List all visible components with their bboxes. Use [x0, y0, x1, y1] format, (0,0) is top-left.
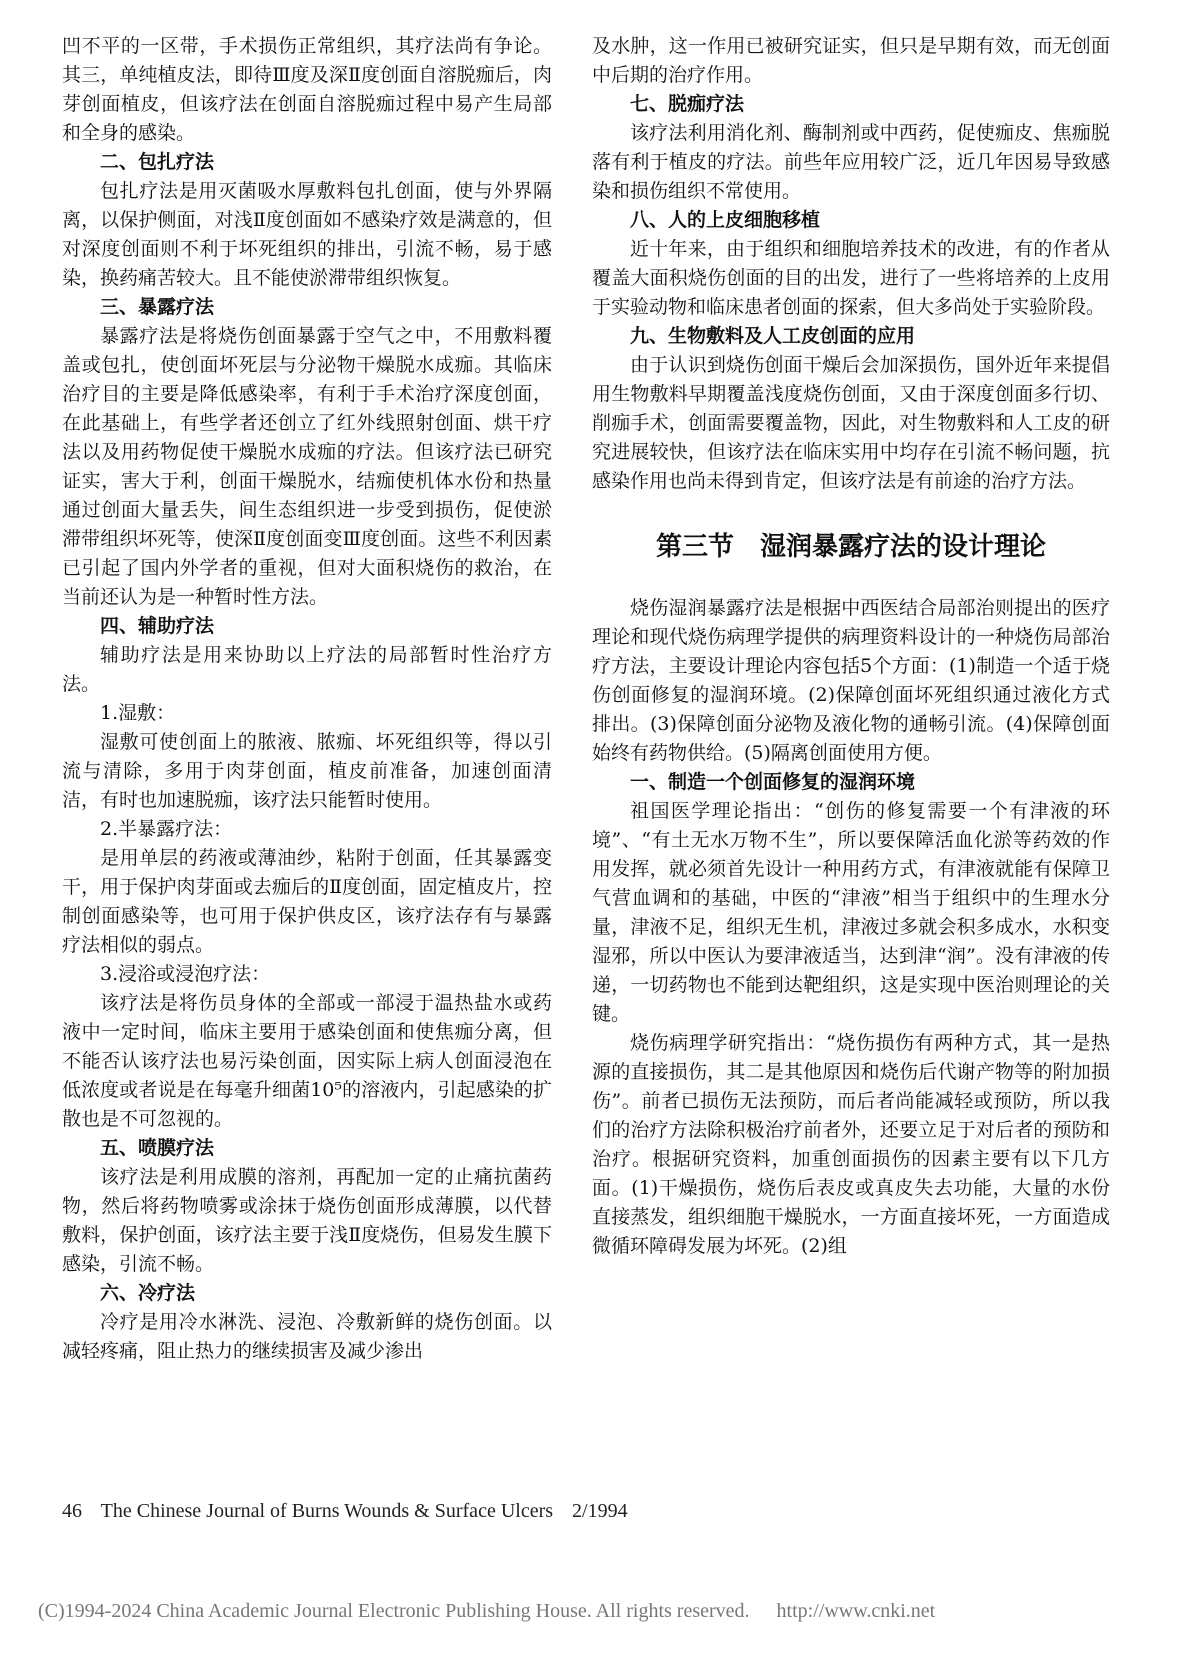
subsection-heading: 九、生物敷料及人工皮创面的应用	[630, 325, 916, 347]
paragraph: 包扎疗法是用灭菌吸水厚敷料包扎创面，使与外界隔离，以保护侧面，对浅Ⅱ度创面如不感染疗效是满意的，但对深度创面则不利于坏死组织的排出，引流不畅，易于感染，换药痛苦较大。且不能使淤滞带组织恢复。	[62, 180, 552, 289]
paragraph: 烧伤湿润暴露疗法是根据中西医结合局部治则提出的医疗理论和现代烧伤病理学提供的病理资料设计的一种烧伤局部治疗方法，主要设计理论内容包括5个方面：(1)制造一个适于烧伤创面修复的湿润环境。(2)保障创面坏死组织通过液化方式排出。(3)保障创面分泌物及液化物的通畅引流。(4)保障创面始终有药物供给。(5)隔离创面使用方便。	[592, 597, 1110, 764]
subsection-heading: 二、包扎疗法	[100, 151, 215, 173]
copyright-notice	[38, 1600, 935, 1623]
paragraph: 该疗法利用消化剂、酶制剂或中西药，促使痂皮、焦痂脱落有利于植皮的疗法。前些年应用较广泛，近几年因易导致感染和损伤组织不常使用。	[592, 122, 1110, 202]
section-title: 湿润暴露疗法的设计理论	[760, 532, 1047, 562]
section-number: 第三节	[655, 532, 734, 562]
subsection-heading: 一、制造一个创面修复的湿润环境	[630, 771, 916, 793]
paragraph: 及水肿，这一作用已被研究证实，但只是早期有效，而无创面中后期的治疗作用。	[592, 35, 1110, 86]
paragraph: 是用单层的药液或薄油纱，粘附于创面，任其暴露变干，用于保护肉芽面或去痂后的Ⅱ度创面，固定植皮片，控制创面感染等，也可用于保护供皮区，该疗法存有与暴露疗法相似的弱点。	[62, 847, 552, 956]
sub-item-heading: 2.半暴露疗法：	[100, 818, 233, 840]
subsection-heading: 四、辅助疗法	[100, 615, 215, 637]
right-column	[592, 32, 1110, 1261]
paragraph: 湿敷可使创面上的脓液、脓痂、坏死组织等，得以引流与清除，多用于肉芽创面，植皮前准备，加速创面清洁，有时也加速脱痂，该疗法只能暂时使用。	[62, 731, 552, 811]
subsection-heading: 五、喷膜疗法	[100, 1137, 215, 1159]
sub-item-heading: 1.湿敷：	[100, 702, 176, 724]
paragraph: 祖国医学理论指出：“创伤的修复需要一个有津液的环境”、“有土无水万物不生”，所以要保障活血化淤等药效的作用发挥，就必须首先设计一种用药方式，有津液就能有保障卫气营血调和的基础，中医的“津液”相当于组织中的生理水分量，津液不足，组织无生机，津液过多就会积多成水，水积变湿邪，所以中医认为要津液适当，达到津“润”。没有津液的传递，一切药物也不能到达靶组织，这是实现中医治则理论的关键。	[592, 800, 1110, 1025]
left-column	[62, 32, 552, 1366]
section-heading	[592, 530, 1110, 564]
paragraph: 该疗法是将伤员身体的全部或一部浸于温热盐水或药液中一定时间，临床主要用于感染创面和使焦痂分离，但不能否认该疗法也易污染创面，因实际上病人创面浸泡在低浓度或者说是在每毫升细菌10⁵的溶液内，引起感染的扩散也是不可忽视的。	[62, 992, 552, 1130]
subsection-heading: 七、脱痂疗法	[630, 93, 745, 115]
paragraph: 辅助疗法是用来协助以上疗法的局部暂时性治疗方法。	[62, 644, 552, 695]
copyright-url[interactable]: http://www.cnki.net	[776, 1600, 936, 1622]
sub-item-heading: 3.浸浴或浸泡疗法：	[100, 963, 271, 985]
subsection-heading: 八、人的上皮细胞移植	[630, 209, 821, 231]
journal-name: The Chinese Journal of Burns Wounds & Surface Ulcers	[100, 1500, 554, 1522]
paragraph: 凹不平的一区带，手术损伤正常组织，其疗法尚有争论。其三，单纯植皮法，即待Ⅲ度及深Ⅱ度创面自溶脱痂后，肉芽创面植皮，但该疗法在创面自溶脱痂过程中易产生局部和全身的感染。	[62, 35, 552, 144]
paragraph: 该疗法是利用成膜的溶剂，再配加一定的止痛抗菌药物，然后将药物喷雾或涂抹于烧伤创面形成薄膜，以代替敷料，保护创面，该疗法主要于浅Ⅱ度烧伤，但易发生膜下感染，引流不畅。	[62, 1166, 552, 1275]
page-number: 46	[62, 1500, 82, 1522]
copyright-text: (C)1994-2024 China Academic Journal Electronic Publishing House. All rights reserved.	[38, 1600, 750, 1622]
right-column-before	[592, 32, 1110, 496]
subsection-heading: 三、暴露疗法	[100, 296, 215, 318]
paragraph: 暴露疗法是将烧伤创面暴露于空气之中，不用敷料覆盖或包扎，使创面坏死层与分泌物干燥脱水成痂。其临床治疗目的主要是降低感染率，有利于手术治疗深度创面，在此基础上，有些学者还创立了红外线照射创面、烘干疗法以及用药物促使干燥脱水成痂的疗法。但该疗法已研究证实，害大于利，创面干燥脱水，结痂使机体水份和热量通过创面大量丢失，间生态组织进一步受到损伤，促使淤滞带组织坏死等，使深Ⅱ度创面变Ⅲ度创面。这些不利因素已引起了国内外学者的重视，但对大面积烧伤的救治，在当前还认为是一种暂时性方法。	[62, 325, 552, 608]
issue-number: 2/1994	[572, 1500, 628, 1522]
paragraph: 烧伤病理学研究指出：“烧伤损伤有两种方式，其一是热源的直接损伤，其二是其他原因和烧伤后代谢产物等的附加损伤”。前者已损伤无法预防，而后者尚能减轻或预防，所以我们的治疗方法除积极治疗前者外，还要立足于对后者的预防和治疗。根据研究资料，加重创面损伤的因素主要有以下几方面。(1)干燥损伤，烧伤后表皮或真皮失去功能，大量的水份直接蒸发，组织细胞干燥脱水，一方面直接坏死，一方面造成微循环障碍发展为坏死。(2)组	[592, 1032, 1110, 1257]
paragraph: 近十年来，由于组织和细胞培养技术的改进，有的作者从覆盖大面积烧伤创面的目的出发，进行了一些将培养的上皮用于实验动物和临床患者创面的探索，但大多尚处于实验阶段。	[592, 238, 1110, 318]
paragraph: 冷疗是用冷水淋洗、浸泡、冷敷新鲜的烧伤创面。以减轻疼痛，阻止热力的继续损害及减少渗出	[62, 1311, 552, 1362]
page-footer	[62, 1500, 642, 1523]
right-column-after	[592, 594, 1110, 1261]
paragraph: 由于认识到烧伤创面干燥后会加深损伤，国外近年来提倡用生物敷料早期覆盖浅度烧伤创面，又由于深度创面多行切、削痂手术，创面需要覆盖物，因此，对生物敷料和人工皮的研究进展较快，但该疗法在临床实用中均存在引流不畅问题，抗感染作用也尚未得到肯定，但该疗法是有前途的治疗方法。	[592, 354, 1110, 492]
subsection-heading: 六、冷疗法	[100, 1282, 196, 1304]
